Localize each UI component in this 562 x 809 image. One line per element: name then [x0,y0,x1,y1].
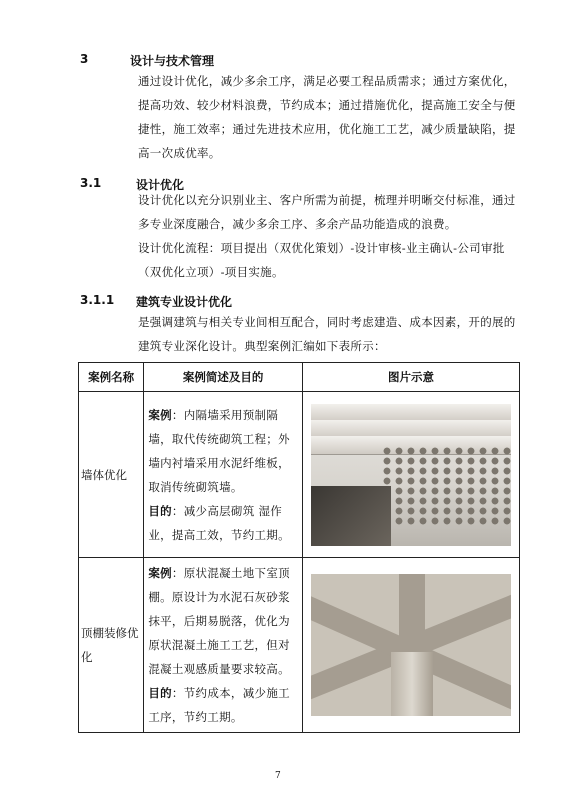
table-row [79,558,520,733]
case-text: ：内隔墙采用预制隔墙，取代传统砌筑工程；外墙内衬墙采用水泥纤维板，取消传统砌筑墙。 [148,407,290,494]
section-3-1-number: 3.1 [80,176,102,190]
table-header-description: 案例简述及目的 [144,363,303,392]
case-name: 顶棚装修优化 [79,558,144,733]
case-image-cell [303,558,520,733]
section-3-number: 3 [80,52,89,66]
section-3-1-1-number: 3.1.1 [80,293,115,307]
case-text: ：原状混凝土地下室顶棚。原设计为水泥石灰砂浆抹平，后期易脱落，优化为原状混凝土施工工艺，但对混凝土观感质量要求较高。 [148,566,290,676]
case-table [78,362,520,733]
case-image-cell [303,392,520,558]
case-name: 墙体优化 [79,392,144,558]
section-3-paragraph: 通过设计优化，减少多余工序，满足必要工程品质需求；通过方案优化，提高功效、较少材料浪费，节约成本；通过措施优化，提高施工安全与便捷性，施工效率；通过先进技术应用，优化施工工艺，减少质量缺陷，提高一次成优率。 [138,74,516,160]
precast-wall-panels-image [311,404,511,546]
purpose-text: ：节约成本，减少施工工序，节约工期。 [148,686,290,724]
section-3-1-paragraph-2: 设计优化流程：项目提出（双优化策划）-设计审核-业主确认-公司审批（双优化立项）-项目实施。 [138,241,505,279]
purpose-label: 目的 [148,503,172,518]
section-3-1-body [138,188,518,284]
case-label: 案例 [148,407,172,422]
section-3-title: 设计与技术管理 [130,54,215,68]
table-header-name: 案例名称 [79,363,144,392]
page-number: 7 [275,771,281,781]
section-3-1-1-paragraph: 是强调建筑与相关专业间相互配合，同时考虑建造、成本因素，开的展的建筑专业深化设计。典型案例汇编如下表所示： [138,315,516,353]
case-description [144,392,303,558]
section-3-1-title: 设计优化 [136,178,185,192]
section-3-1-1-title: 建筑专业设计优化 [136,295,233,309]
table-header-image: 图片示意 [303,363,520,392]
concrete-ceiling-image [311,574,511,716]
purpose-text: ：减少高层砌筑 湿作业，提高工效，节约工期。 [148,503,290,542]
table-header-row [79,363,520,392]
table-row [79,392,520,558]
case-description [144,558,303,733]
case-label: 案例 [148,566,172,580]
section-3-1-paragraph-1: 设计优化以充分识别业主、客户所需为前提，梳理并明晰交付标准，通过多专业深度融合，减少多余工序、多余产品功能造成的浪费。 [138,193,516,231]
purpose-label: 目的 [148,686,172,700]
